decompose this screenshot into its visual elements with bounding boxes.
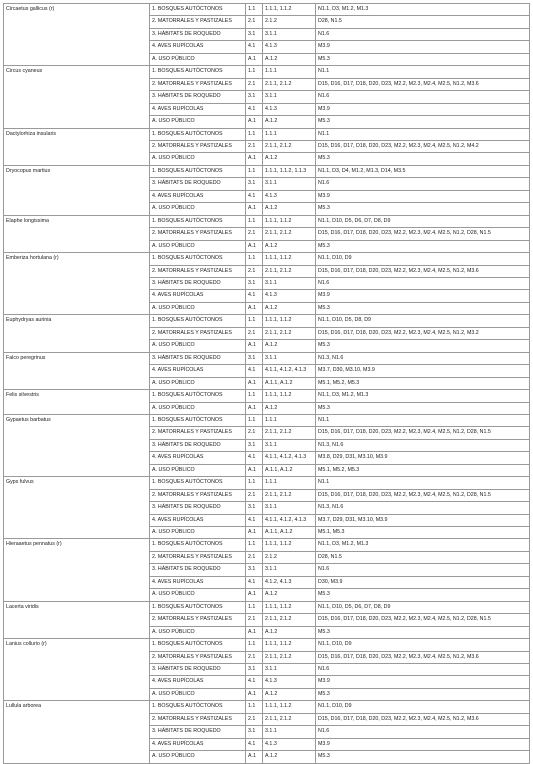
species-name-cell: Emberiza hortulana (r) (4, 253, 150, 315)
measures-cell: N1.6 (316, 726, 530, 738)
habitat-cell: A. USO PÚBLICO (150, 527, 246, 539)
habitat-cell: A. USO PÚBLICO (150, 626, 246, 638)
objective-cell: 4.1 (246, 365, 263, 377)
table-row (4, 390, 530, 402)
habitat-cell: 1. BOSQUES AUTÓCTONOS (150, 477, 246, 489)
measures-cell: D15, D16, D17, D18, D20, D23, M2.2, M2.3, M2.4, M2.5, N1.2, D28, N1.5 (316, 427, 530, 439)
action-cell: 2.1.1, 2.1.2 (263, 140, 316, 152)
species-name-cell: Dryocopus martius (4, 165, 150, 215)
objective-cell: A.1 (246, 464, 263, 476)
habitat-cell: A. USO PÚBLICO (150, 302, 246, 314)
species-name-cell: Lanius collurio (r) (4, 639, 150, 701)
measures-cell: M5.3 (316, 340, 530, 352)
action-cell: A.1.2 (263, 688, 316, 700)
habitat-cell: 4. AVES RUPÍCOLAS (150, 290, 246, 302)
species-name-cell: Falco peregrinus (4, 352, 150, 389)
action-cell: A.1.2 (263, 153, 316, 165)
objective-cell: 2.1 (246, 78, 263, 90)
action-cell: 2.1.2 (263, 16, 316, 28)
action-cell: A.1.2 (263, 302, 316, 314)
action-cell: 4.1.3 (263, 676, 316, 688)
habitat-cell: 3. HÁBITATS DE ROQUEDO (150, 178, 246, 190)
measures-cell: M3.9 (316, 738, 530, 750)
action-cell: A.1.1, A.1.2 (263, 377, 316, 389)
habitat-cell: 1. BOSQUES AUTÓCTONOS (150, 4, 246, 16)
measures-cell: M5.1, M5.2, M5.3 (316, 377, 530, 389)
objective-cell: 4.1 (246, 514, 263, 526)
species-measures-table (3, 3, 530, 764)
action-cell: A.1.2 (263, 626, 316, 638)
objective-cell: 2.1 (246, 265, 263, 277)
table-row (4, 352, 530, 364)
measures-cell: D15, D16, D17, D18, D20, D23, M2.2, M2.3, M2.4, M2.5, N1.2, M3.6 (316, 78, 530, 90)
species-name-cell: Lacerta viridis (4, 601, 150, 638)
habitat-cell: 4. AVES RUPÍCOLAS (150, 452, 246, 464)
action-cell: 3.1.1 (263, 352, 316, 364)
action-cell: 1.1.1, 1.1.2 (263, 539, 316, 551)
measures-cell: N1.1 (316, 128, 530, 140)
objective-cell: 1.1 (246, 165, 263, 177)
measures-cell: N1.1, D10, D5, D8, D9 (316, 315, 530, 327)
habitat-cell: 3. HÁBITATS DE ROQUEDO (150, 439, 246, 451)
objective-cell: A.1 (246, 402, 263, 414)
objective-cell: 1.1 (246, 639, 263, 651)
action-cell: 1.1.1, 1.1.2, 1.1.3 (263, 165, 316, 177)
habitat-cell: A. USO PÚBLICO (150, 340, 246, 352)
action-cell: A.1.2 (263, 589, 316, 601)
measures-cell: N1.6 (316, 564, 530, 576)
measures-cell: D15, D16, D17, D18, D20, D23, M2.2, M2.3, M2.4, M2.5, N1.2, M3.6 (316, 265, 530, 277)
habitat-cell: 2. MATORRALES Y PASTIZALES (150, 16, 246, 28)
objective-cell: 2.1 (246, 140, 263, 152)
objective-cell: A.1 (246, 302, 263, 314)
measures-cell: M3.9 (316, 676, 530, 688)
objective-cell: 3.1 (246, 502, 263, 514)
measures-cell: M5.1, M5.2, M5.3 (316, 464, 530, 476)
action-cell: 3.1.1 (263, 91, 316, 103)
objective-cell: 4.1 (246, 676, 263, 688)
action-cell: 3.1.1 (263, 439, 316, 451)
species-name-cell: Felis silvestris (4, 390, 150, 415)
habitat-cell: 3. HÁBITATS DE ROQUEDO (150, 564, 246, 576)
habitat-cell: 1. BOSQUES AUTÓCTONOS (150, 414, 246, 426)
measures-cell: M5.3 (316, 751, 530, 763)
measures-cell: D28, N1.5 (316, 551, 530, 563)
objective-cell: 2.1 (246, 651, 263, 663)
objective-cell: 3.1 (246, 277, 263, 289)
measures-cell: D28, N1.5 (316, 16, 530, 28)
objective-cell: A.1 (246, 527, 263, 539)
habitat-cell: 3. HÁBITATS DE ROQUEDO (150, 352, 246, 364)
action-cell: 4.1.3 (263, 190, 316, 202)
table-row (4, 128, 530, 140)
action-cell: A.1.2 (263, 751, 316, 763)
objective-cell: A.1 (246, 626, 263, 638)
measures-cell: N1.1, D3, M1.2, M1.3 (316, 390, 530, 402)
objective-cell: 3.1 (246, 91, 263, 103)
objective-cell: 3.1 (246, 564, 263, 576)
species-name-cell: Dactylorhiza insularis (4, 128, 150, 165)
action-cell: 2.1.1, 2.1.2 (263, 327, 316, 339)
measures-cell: M5.3 (316, 688, 530, 700)
habitat-cell: 2. MATORRALES Y PASTIZALES (150, 78, 246, 90)
measures-cell: D15, D16, D17, D18, D20, D23, M2.2, M2.3, M2.4, M2.5, N1.2, M3.6 (316, 713, 530, 725)
action-cell: 3.1.1 (263, 564, 316, 576)
measures-cell: N1.1, D3, M1.2, M1.3 (316, 4, 530, 16)
action-cell: A.1.2 (263, 53, 316, 65)
action-cell: 2.1.2 (263, 551, 316, 563)
objective-cell: A.1 (246, 377, 263, 389)
measures-cell: N1.1, D10, D5, D6, D7, D8, D9 (316, 601, 530, 613)
action-cell: 4.1.3 (263, 103, 316, 115)
action-cell: 3.1.1 (263, 726, 316, 738)
action-cell: 3.1.1 (263, 664, 316, 676)
objective-cell: A.1 (246, 751, 263, 763)
table-row (4, 701, 530, 713)
action-cell: 1.1.1 (263, 66, 316, 78)
action-cell: 2.1.1, 2.1.2 (263, 228, 316, 240)
measures-cell: N1.6 (316, 178, 530, 190)
measures-cell: D15, D16, D17, D18, D20, D23, M2.2, M2.3, M2.4, M2.5, N1.2, M3.6 (316, 651, 530, 663)
objective-cell: A.1 (246, 203, 263, 215)
action-cell: 3.1.1 (263, 277, 316, 289)
measures-cell: M5.3 (316, 402, 530, 414)
habitat-cell: 1. BOSQUES AUTÓCTONOS (150, 165, 246, 177)
measures-cell: M5.3 (316, 626, 530, 638)
objective-cell: 4.1 (246, 103, 263, 115)
objective-cell: 4.1 (246, 452, 263, 464)
measures-cell: M5.3 (316, 302, 530, 314)
habitat-cell: 1. BOSQUES AUTÓCTONOS (150, 390, 246, 402)
objective-cell: 3.1 (246, 178, 263, 190)
habitat-cell: 4. AVES RUPÍCOLAS (150, 514, 246, 526)
objective-cell: 1.1 (246, 390, 263, 402)
habitat-cell: 2. MATORRALES Y PASTIZALES (150, 551, 246, 563)
action-cell: 1.1.1 (263, 477, 316, 489)
objective-cell: A.1 (246, 240, 263, 252)
objective-cell: 2.1 (246, 427, 263, 439)
objective-cell: 3.1 (246, 352, 263, 364)
action-cell: 1.1.1, 1.1.2 (263, 701, 316, 713)
habitat-cell: A. USO PÚBLICO (150, 589, 246, 601)
measures-cell: N1.1, D10, D9 (316, 701, 530, 713)
measures-cell: D15, D16, D17, D18, D20, D23, M2.2, M2.3, M2.4, M2.5, N1.2, M3.2 (316, 327, 530, 339)
action-cell: 1.1.1, 1.1.2 (263, 253, 316, 265)
measures-cell: M3.9 (316, 190, 530, 202)
objective-cell: A.1 (246, 116, 263, 128)
species-name-cell: Lullula arborea (4, 701, 150, 763)
objective-cell: 2.1 (246, 228, 263, 240)
action-cell: 1.1.1, 1.1.2 (263, 601, 316, 613)
measures-cell: M3.9 (316, 103, 530, 115)
habitat-cell: 1. BOSQUES AUTÓCTONOS (150, 701, 246, 713)
table-row (4, 539, 530, 551)
action-cell: 2.1.1, 2.1.2 (263, 78, 316, 90)
habitat-cell: 1. BOSQUES AUTÓCTONOS (150, 601, 246, 613)
measures-cell: N1.1, D10, D9 (316, 253, 530, 265)
habitat-cell: 3. HÁBITATS DE ROQUEDO (150, 277, 246, 289)
measures-cell: N1.1, D10, D5, D6, D7, D8, D9 (316, 215, 530, 227)
table-row (4, 165, 530, 177)
species-name-cell: Circaetus gallicus (r) (4, 4, 150, 66)
habitat-cell: 2. MATORRALES Y PASTIZALES (150, 228, 246, 240)
species-name-cell: Gypaetus barbatus (4, 414, 150, 476)
objective-cell: 2.1 (246, 713, 263, 725)
measures-cell: N1.6 (316, 664, 530, 676)
habitat-cell: 4. AVES RUPÍCOLAS (150, 365, 246, 377)
habitat-cell: 2. MATORRALES Y PASTIZALES (150, 427, 246, 439)
action-cell: 4.1.3 (263, 41, 316, 53)
action-cell: 4.1.3 (263, 290, 316, 302)
objective-cell: A.1 (246, 589, 263, 601)
habitat-cell: A. USO PÚBLICO (150, 751, 246, 763)
action-cell: 1.1.1 (263, 414, 316, 426)
objective-cell: 4.1 (246, 190, 263, 202)
habitat-cell: 4. AVES RUPÍCOLAS (150, 103, 246, 115)
action-cell: A.1.2 (263, 240, 316, 252)
species-name-cell: Euphydryas aurinia (4, 315, 150, 352)
habitat-cell: A. USO PÚBLICO (150, 203, 246, 215)
habitat-cell: 2. MATORRALES Y PASTIZALES (150, 489, 246, 501)
habitat-cell: 2. MATORRALES Y PASTIZALES (150, 140, 246, 152)
species-name-cell: Circus cyaneus (4, 66, 150, 128)
objective-cell: 1.1 (246, 601, 263, 613)
objective-cell: 1.1 (246, 66, 263, 78)
measures-cell: N1.6 (316, 277, 530, 289)
habitat-cell: 2. MATORRALES Y PASTIZALES (150, 614, 246, 626)
habitat-cell: A. USO PÚBLICO (150, 116, 246, 128)
habitat-cell: A. USO PÚBLICO (150, 240, 246, 252)
measures-cell: M5.1, M5.3 (316, 527, 530, 539)
objective-cell: 1.1 (246, 701, 263, 713)
objective-cell: 1.1 (246, 315, 263, 327)
habitat-cell: 4. AVES RUPÍCOLAS (150, 190, 246, 202)
action-cell: 3.1.1 (263, 28, 316, 40)
objective-cell: 1.1 (246, 477, 263, 489)
action-cell: 1.1.1 (263, 128, 316, 140)
action-cell: 4.1.2, 4.1.3 (263, 576, 316, 588)
habitat-cell: 3. HÁBITATS DE ROQUEDO (150, 726, 246, 738)
action-cell: 1.1.1, 1.1.2 (263, 215, 316, 227)
action-cell: 2.1.1, 2.1.2 (263, 489, 316, 501)
action-cell: 4.1.3 (263, 738, 316, 750)
measures-cell: N1.3, N1.6 (316, 352, 530, 364)
action-cell: 2.1.1, 2.1.2 (263, 265, 316, 277)
action-cell: A.1.2 (263, 116, 316, 128)
action-cell: 1.1.1, 1.1.2 (263, 639, 316, 651)
objective-cell: 2.1 (246, 551, 263, 563)
habitat-cell: 4. AVES RUPÍCOLAS (150, 576, 246, 588)
habitat-cell: A. USO PÚBLICO (150, 464, 246, 476)
objective-cell: 3.1 (246, 439, 263, 451)
objective-cell: 2.1 (246, 16, 263, 28)
habitat-cell: 2. MATORRALES Y PASTIZALES (150, 651, 246, 663)
habitat-cell: 3. HÁBITATS DE ROQUEDO (150, 664, 246, 676)
habitat-cell: 1. BOSQUES AUTÓCTONOS (150, 539, 246, 551)
habitat-cell: 4. AVES RUPÍCOLAS (150, 41, 246, 53)
action-cell: A.1.1, A.1.2 (263, 464, 316, 476)
habitat-cell: 2. MATORRALES Y PASTIZALES (150, 327, 246, 339)
action-cell: 4.1.1, 4.1.2, 4.1.3 (263, 514, 316, 526)
objective-cell: 1.1 (246, 128, 263, 140)
action-cell: 2.1.1, 2.1.2 (263, 713, 316, 725)
habitat-cell: 1. BOSQUES AUTÓCTONOS (150, 66, 246, 78)
measures-cell: N1.3, N1.6 (316, 502, 530, 514)
objective-cell: A.1 (246, 340, 263, 352)
habitat-cell: 3. HÁBITATS DE ROQUEDO (150, 28, 246, 40)
measures-cell: N1.1, D3, D4, M1.2, M1.3, D14, M3.5 (316, 165, 530, 177)
habitat-cell: 1. BOSQUES AUTÓCTONOS (150, 253, 246, 265)
table-row (4, 253, 530, 265)
measures-cell: N1.6 (316, 91, 530, 103)
habitat-cell: 3. HÁBITATS DE ROQUEDO (150, 91, 246, 103)
measures-cell: M5.3 (316, 53, 530, 65)
habitat-cell: A. USO PÚBLICO (150, 53, 246, 65)
measures-cell: M5.3 (316, 203, 530, 215)
measures-cell: M3.9 (316, 290, 530, 302)
action-cell: 1.1.1, 1.1.2 (263, 315, 316, 327)
action-cell: A.1.2 (263, 340, 316, 352)
action-cell: 4.1.1, 4.1.2, 4.1.3 (263, 365, 316, 377)
measures-cell: M5.3 (316, 589, 530, 601)
habitat-cell: 3. HÁBITATS DE ROQUEDO (150, 502, 246, 514)
action-cell: 2.1.1, 2.1.2 (263, 427, 316, 439)
table-row (4, 477, 530, 489)
table-row (4, 4, 530, 16)
measures-cell: D15, D16, D17, D18, D20, D23, M2.2, M2.3, M2.4, M2.5, N1.2, D28, N1.5 (316, 614, 530, 626)
habitat-cell: 1. BOSQUES AUTÓCTONOS (150, 315, 246, 327)
measures-cell: D15, D16, D17, D18, D20, D23, M2.2, M2.3, M2.4, M2.5, N1.2, M4.2 (316, 140, 530, 152)
species-name-cell: Elaphe longissima (4, 215, 150, 252)
measures-cell: M3.9 (316, 41, 530, 53)
species-name-cell: Hieraaetus pennatus (r) (4, 539, 150, 601)
objective-cell: 4.1 (246, 738, 263, 750)
measures-cell: N1.1 (316, 66, 530, 78)
objective-cell: 1.1 (246, 414, 263, 426)
objective-cell: 3.1 (246, 28, 263, 40)
measures-cell: N1.1, D10, D9 (316, 639, 530, 651)
habitat-cell: A. USO PÚBLICO (150, 153, 246, 165)
action-cell: 2.1.1, 2.1.2 (263, 614, 316, 626)
action-cell: 3.1.1 (263, 502, 316, 514)
objective-cell: 1.1 (246, 253, 263, 265)
habitat-cell: 1. BOSQUES AUTÓCTONOS (150, 639, 246, 651)
measures-cell: N1.1 (316, 477, 530, 489)
habitat-cell: A. USO PÚBLICO (150, 688, 246, 700)
habitat-cell: A. USO PÚBLICO (150, 377, 246, 389)
measures-cell: N1.3, N1.6 (316, 439, 530, 451)
table-row (4, 601, 530, 613)
objective-cell: 2.1 (246, 327, 263, 339)
objective-cell: 4.1 (246, 290, 263, 302)
measures-cell: D30, M3.9 (316, 576, 530, 588)
measures-cell: D15, D16, D17, D18, D20, D23, M2.2, M2.3, M2.4, M2.5, N1.2, D28, N1.5 (316, 228, 530, 240)
habitat-cell: 2. MATORRALES Y PASTIZALES (150, 265, 246, 277)
action-cell: A.1.2 (263, 203, 316, 215)
action-cell: 2.1.1, 2.1.2 (263, 651, 316, 663)
action-cell: 3.1.1 (263, 178, 316, 190)
action-cell: 1.1.1, 1.1.2 (263, 4, 316, 16)
habitat-cell: 4. AVES RUPÍCOLAS (150, 738, 246, 750)
measures-cell: M5.3 (316, 153, 530, 165)
action-cell: A.1.2 (263, 402, 316, 414)
table-body (4, 4, 530, 764)
objective-cell: 4.1 (246, 41, 263, 53)
objective-cell: 1.1 (246, 215, 263, 227)
measures-cell: M5.3 (316, 116, 530, 128)
measures-cell: D15, D16, D17, D18, D20, D23, M2.2, M2.3, M2.4, M2.5, N1.2, D28, N1.5 (316, 489, 530, 501)
objective-cell: 2.1 (246, 489, 263, 501)
species-name-cell: Gyps fulvus (4, 477, 150, 539)
table-row (4, 639, 530, 651)
objective-cell: A.1 (246, 688, 263, 700)
habitat-cell: 2. MATORRALES Y PASTIZALES (150, 713, 246, 725)
objective-cell: 2.1 (246, 614, 263, 626)
measures-cell: M3.7, D30, M3.10, M3.9 (316, 365, 530, 377)
measures-cell: M3.8, D29, D31, M3.10, M3.9 (316, 452, 530, 464)
habitat-cell: 1. BOSQUES AUTÓCTONOS (150, 128, 246, 140)
measures-cell: M5.3 (316, 240, 530, 252)
objective-cell: 1.1 (246, 4, 263, 16)
measures-cell: N1.1, D3, M1.2, M1.3 (316, 539, 530, 551)
measures-cell: N1.6 (316, 28, 530, 40)
action-cell: 1.1.1, 1.1.2 (263, 390, 316, 402)
table-row (4, 66, 530, 78)
action-cell: A.1.1, A.1.2 (263, 527, 316, 539)
habitat-cell: A. USO PÚBLICO (150, 402, 246, 414)
habitat-cell: 4. AVES RUPÍCOLAS (150, 676, 246, 688)
habitat-cell: 1. BOSQUES AUTÓCTONOS (150, 215, 246, 227)
objective-cell: 3.1 (246, 664, 263, 676)
objective-cell: A.1 (246, 53, 263, 65)
measures-cell: M3.7, D29, D31, M3.10, M3.9 (316, 514, 530, 526)
objective-cell: A.1 (246, 153, 263, 165)
objective-cell: 1.1 (246, 539, 263, 551)
table-row (4, 315, 530, 327)
objective-cell: 4.1 (246, 576, 263, 588)
action-cell: 4.1.1, 4.1.2, 4.1.3 (263, 452, 316, 464)
measures-cell: N1.1 (316, 414, 530, 426)
table-row (4, 414, 530, 426)
table-row (4, 215, 530, 227)
objective-cell: 3.1 (246, 726, 263, 738)
